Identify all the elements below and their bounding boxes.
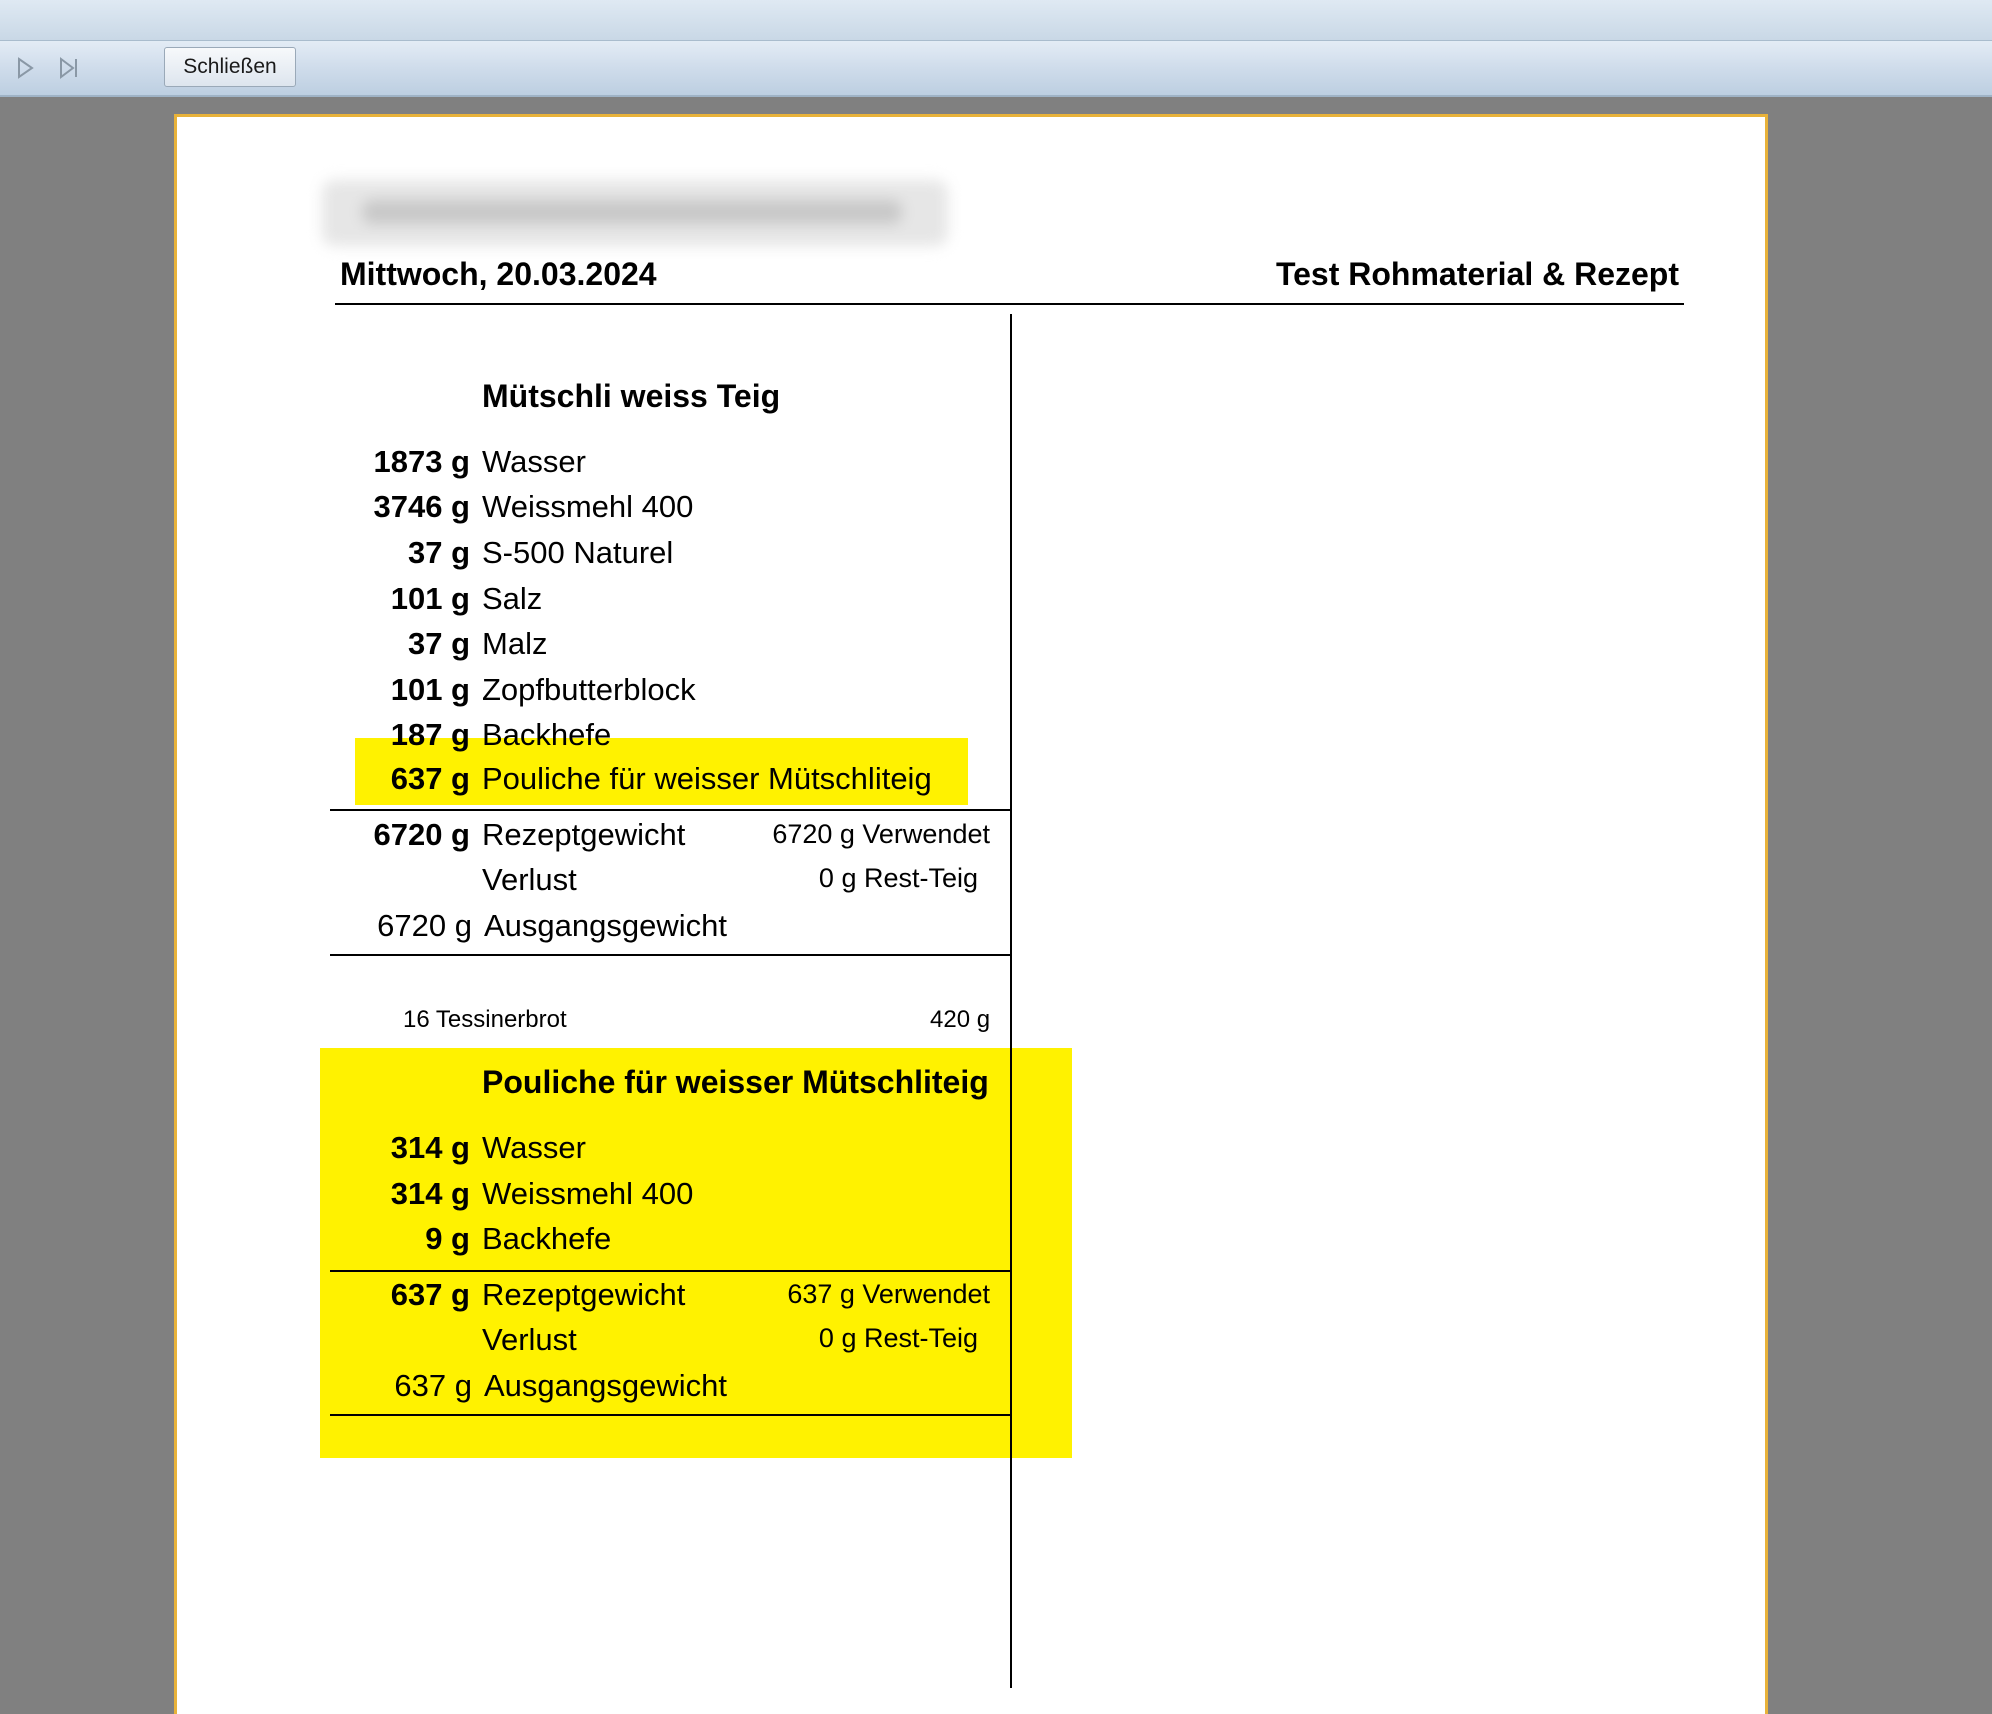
- recipe-end-divider: [330, 954, 1011, 956]
- ingredient-qty: 37 g: [407, 626, 470, 661]
- header-divider: [335, 303, 1684, 305]
- ingredient-qty: 314 g: [390, 1130, 470, 1165]
- ingredient-qty: 3746 g: [373, 489, 470, 524]
- ingredient-name: Malz: [482, 626, 548, 661]
- loss-label: Verlust: [482, 862, 577, 897]
- output-weight-qty: 6720 g: [377, 908, 472, 943]
- recipe-weight-label: Rezeptgewicht: [482, 817, 686, 852]
- recipe-weight-label: Rezeptgewicht: [482, 1277, 686, 1312]
- ingredient-name: Wasser: [482, 444, 586, 479]
- ingredient-name: Backhefe: [482, 1221, 612, 1256]
- rest-dough: 0 g Rest-Teig: [818, 1323, 978, 1353]
- ingredient-qty: 101 g: [390, 672, 470, 707]
- summary-divider: [330, 809, 1011, 811]
- ingredient-name: Wasser: [482, 1130, 586, 1165]
- ingredient-name: S-500 Naturel: [482, 535, 674, 570]
- loss-label: Verlust: [482, 1322, 577, 1357]
- recipe-end-divider: [330, 1414, 1011, 1416]
- ingredient-qty: 101 g: [390, 581, 470, 616]
- used-weight: 6720 g Verwendet: [772, 819, 990, 849]
- output-weight-label: Ausgangsgewicht: [484, 908, 727, 943]
- column-divider: [1010, 314, 1012, 1688]
- used-weight: 637 g Verwendet: [787, 1279, 990, 1309]
- output-weight-qty: 637 g: [394, 1368, 472, 1403]
- redacted-logo: [322, 180, 948, 246]
- output-weight-label: Ausgangsgewicht: [484, 1368, 727, 1403]
- play-icon[interactable]: [12, 55, 38, 81]
- ingredient-name: Weissmehl 400: [482, 489, 694, 524]
- recipe-weight-qty: 637 g: [390, 1277, 470, 1312]
- ingredient-qty: 1873 g: [373, 444, 470, 479]
- skip-end-icon[interactable]: [56, 55, 82, 81]
- summary-divider: [330, 1270, 1011, 1272]
- ingredient-name: Salz: [482, 581, 543, 616]
- ingredient-name: Weissmehl 400: [482, 1176, 694, 1211]
- ingredient-qty: 314 g: [390, 1176, 470, 1211]
- recipe-title: Pouliche für weisser Mütschliteig: [482, 1064, 989, 1100]
- rest-dough: 0 g Rest-Teig: [818, 863, 978, 893]
- close-button[interactable]: Schließen: [164, 47, 296, 87]
- product-name: 16 Tessinerbrot: [403, 1006, 567, 1033]
- ingredient-qty: 37 g: [407, 535, 470, 570]
- ingredient-name: Pouliche für weisser Mütschliteig: [482, 761, 932, 796]
- recipe-weight-qty: 6720 g: [373, 817, 470, 852]
- window-title-bar: [0, 0, 1992, 41]
- ingredient-name: Zopfbutterblock: [482, 672, 696, 707]
- ingredient-qty: 9 g: [425, 1221, 470, 1256]
- ingredient-qty: 637 g: [390, 761, 470, 796]
- product-weight: 420 g: [930, 1006, 991, 1033]
- recipe-title: Mütschli weiss Teig: [482, 378, 781, 414]
- report-date: Mittwoch, 20.03.2024: [340, 256, 657, 292]
- ingredient-name: Backhefe: [482, 717, 612, 752]
- ingredient-qty: 187 g: [390, 717, 470, 752]
- report-title: Test Rohmaterial & Rezept: [1275, 256, 1679, 292]
- viewer-toolbar: [0, 41, 1992, 97]
